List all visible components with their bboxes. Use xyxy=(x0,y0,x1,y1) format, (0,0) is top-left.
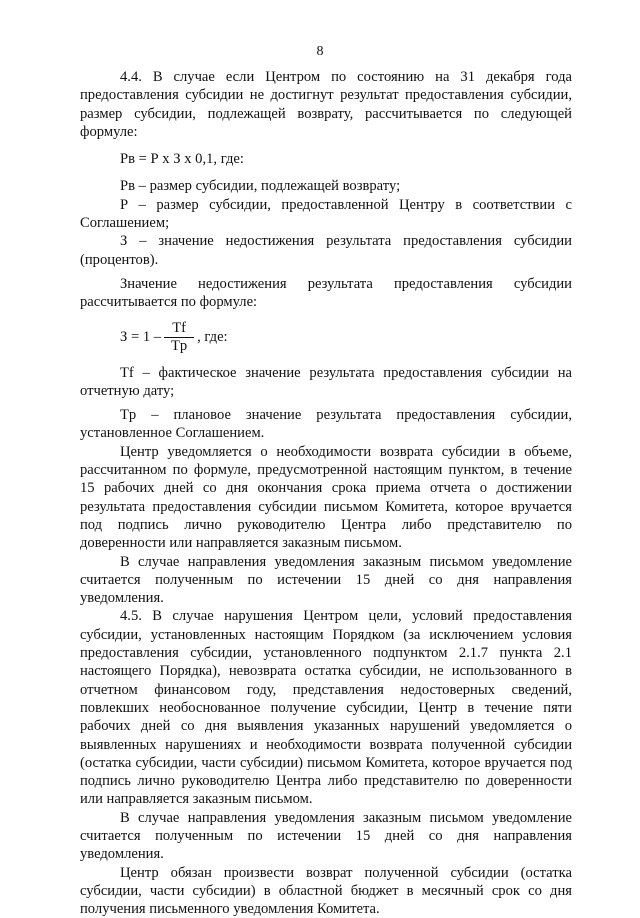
definition-r: Р – размер субсидии, предоставленной Центру в соответствии с Соглашением; xyxy=(80,196,572,232)
page-number: 8 xyxy=(316,44,324,59)
notification-paragraph: Центр уведомляется о необходимости возврата субсидии в объеме, рассчитанном по формуле, предусмотренной настоящим пунктом, в течение 15 рабочих дней со дня окончания срока приема отчета о достижении результата предоставления субсидии письмом Комитета, которое вручается под подпись лично руководителю Центра либо представителю по доверенности или направляется заказным письмом. xyxy=(80,443,572,552)
registered-mail-paragraph: В случае направления уведомления заказным письмом уведомление считается полученным по истечении 15 дней со дня направления уведомления. xyxy=(80,553,572,607)
definition-rv: Рв – размер субсидии, подлежащей возврату; xyxy=(120,178,401,195)
refund-obligation-paragraph: Центр обязан произвести возврат полученной субсидии (остатка субсидии, части субсидии) в областной бюджет в месячный срок со дня получения письменного уведомления Комитета. xyxy=(80,864,572,918)
paragraph-4-5: 4.5. В случае нарушения Центром цели, условий предоставления субсидии, установленных настоящим Порядком (за исключением условия предоставления субсидии, установленного подпунктом 2.1.7 пункта 2.1 настоящего Порядка), невозврата остатка субсидии, не использованного в отчетном финансовом году, представления недостоверных сведений, повлекших необоснованное получение субсидии, Центр в течение пяти рабочих дней со дня выявления указанных нарушений уведомляется о выявленных нарушениях и необходимости возврата полученной субсидии (остатка субсидии, части субсидии) письмом Комитета, которое вручается под подпись лично руководителю Центра либо представителю по доверенности или направляется заказным письмом. xyxy=(80,608,572,808)
registered-mail-paragraph-2: В случае направления уведомления заказным письмом уведомление считается полученным по истечении 15 дней со дня направления уведомления. xyxy=(80,809,572,863)
z-formula-intro: Значение недостижения результата предоставления субсидии рассчитывается по формуле: xyxy=(80,275,572,311)
definition-z: З – значение недостижения результата предоставления субсидии (процентов). xyxy=(80,233,572,268)
document-body xyxy=(80,68,572,918)
formula-right: , где: xyxy=(197,329,228,346)
formula-fraction xyxy=(164,320,194,355)
paragraph-4-4: 4.4. В случае если Центром по состоянию на 31 декабря года предоставления субсидии не достигнут результат предоставления субсидии, размер субсидии, подлежащей возврату, рассчитывается по следующей формуле: xyxy=(80,69,572,140)
definition-tf: Tf – фактическое значение результата предоставления субсидии на отчетную дату; xyxy=(80,364,572,399)
formula-non-achievement xyxy=(80,318,572,358)
fraction-numerator: Tf xyxy=(172,320,186,337)
formula-left: З = 1 – xyxy=(120,329,162,346)
definition-tp: Tp – плановое значение результата предоставления субсидии, установленное Соглашением. xyxy=(80,407,572,442)
formula-refund-amount: Рв = Р х З х 0,1, где: xyxy=(120,151,244,168)
fraction-denominator: Tp xyxy=(170,338,188,355)
